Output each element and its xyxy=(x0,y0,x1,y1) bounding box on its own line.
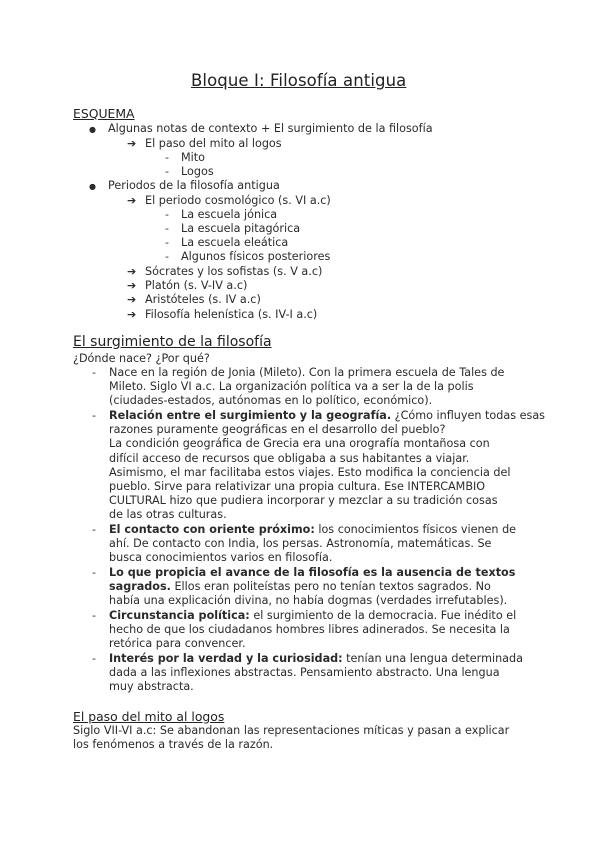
outline-item: Sócrates y los sofistas (s. V a.c) xyxy=(145,265,323,278)
text-line: Asimismo, el mar facilitaba estos viajes. Esto modifica la conciencia del xyxy=(109,465,511,479)
text-line: muy abstracta. xyxy=(109,680,194,694)
outline-item: Platón (s. V-IV a.c) xyxy=(145,279,248,292)
outline-item: Algunas notas de contexto + El surgimiento de la filosofía xyxy=(108,122,433,135)
text-line: La condición geográfica de Grecia era una orografía montañosa con xyxy=(109,437,490,451)
esquema-heading: ESQUEMA xyxy=(73,106,135,121)
dash-icon: - xyxy=(165,250,169,263)
text-line: Mileto. Siglo VI a.c. La organización política va a ser la de la polis xyxy=(109,380,474,394)
text-line: pueblo. Sirve para relativizar una propia cultura. Ese INTERCAMBIO xyxy=(109,480,486,494)
text-line: había una explicación divina, no había dogmas (verdades irrefutables). xyxy=(109,594,508,608)
dash-icon: - xyxy=(165,236,169,249)
paragraph-jonia xyxy=(109,366,504,409)
text-line: dada a las inflexiones abstractas. Pensamiento abstracto. Una lengua xyxy=(109,666,500,680)
text-line: razones puramente geográficas en el desarrollo del pueblo? xyxy=(109,423,446,437)
outline-item: Logos xyxy=(181,165,214,178)
text-line: ¿Cómo influyen todas esas xyxy=(391,409,546,422)
bold-text: Lo que propicia el avance de la filosofía es la ausencia de textos xyxy=(109,566,516,579)
text-line: retórica para convencer. xyxy=(109,637,246,651)
outline-item: El paso del mito al logos xyxy=(145,137,282,150)
paragraph-mito-logos xyxy=(73,724,509,752)
bold-text: Circunstancia política: xyxy=(109,609,250,622)
outline-item: La escuela eleática xyxy=(181,236,289,249)
dash-icon: - xyxy=(92,366,96,379)
arrow-icon: ➔ xyxy=(127,194,137,207)
arrow-icon: ➔ xyxy=(127,265,137,278)
outline-item: Filosofía helenística (s. IV-I a.c) xyxy=(145,308,318,321)
bold-text: Relación entre el surgimiento y la geografía. xyxy=(109,409,392,422)
outline-item: La escuela pitagórica xyxy=(181,222,301,235)
section-question: ¿Dónde nace? ¿Por qué? xyxy=(73,352,210,365)
dash-icon: - xyxy=(92,523,96,536)
paragraph-politica xyxy=(109,609,516,652)
bullet-icon: ● xyxy=(89,182,96,191)
paragraph-geografia xyxy=(109,409,545,523)
text-line: difícil acceso de recursos que obligaba a sus habitantes a viajar. xyxy=(109,451,470,465)
dash-icon: - xyxy=(92,566,96,579)
dash-icon: - xyxy=(92,609,96,622)
text-line: Ellos eran politeístas pero no tenían textos sagrados. No xyxy=(170,580,491,594)
paragraph-textos-sagrados xyxy=(109,566,515,609)
dash-icon: - xyxy=(92,652,96,665)
text-line: los conocimientos físicos vienen de xyxy=(314,523,517,536)
outline-item: La escuela jónica xyxy=(181,208,278,221)
text-line: tenían una lengua determinada xyxy=(342,652,523,665)
outline-item: Periodos de la filosofía antigua xyxy=(108,179,280,192)
bullet-icon: ● xyxy=(89,125,96,134)
arrow-icon: ➔ xyxy=(127,308,137,321)
arrow-icon: ➔ xyxy=(127,279,137,292)
bold-text: Interés por la verdad y la curiosidad: xyxy=(109,652,343,665)
section-heading-mito-logos: El paso del mito al logos xyxy=(73,709,225,724)
text-line: Nace en la región de Jonia (Mileto). Con la primera escuela de Tales de xyxy=(109,366,505,379)
dash-icon: - xyxy=(165,222,169,235)
dash-icon: - xyxy=(165,165,169,178)
dash-icon: - xyxy=(92,409,96,422)
arrow-icon: ➔ xyxy=(127,293,137,306)
text-line: ahí. De contacto con India, los persas. Astronomía, matemáticas. Se xyxy=(109,537,492,551)
text-line: los fenómenos a través de la razón. xyxy=(73,738,274,752)
bold-text: sagrados. xyxy=(109,580,171,594)
text-line: hecho de que los ciudadanos hombres libres adinerados. Se necesita la xyxy=(109,623,510,637)
bold-text: El contacto con oriente próximo: xyxy=(109,523,315,536)
dash-icon: - xyxy=(165,151,169,164)
text-line: de las otras culturas. xyxy=(109,508,227,522)
outline-item: Aristóteles (s. IV a.c) xyxy=(145,293,261,306)
page-title: Bloque I: Filosofía antigua xyxy=(191,71,407,90)
paragraph-oriente xyxy=(109,523,516,566)
text-line: busca conocimientos varios en filosofía. xyxy=(109,551,333,565)
section-heading-surgimiento: El surgimiento de la filosofía xyxy=(73,334,272,350)
text-line: (ciudades-estados, autónomas en lo político, económico). xyxy=(109,394,433,408)
arrow-icon: ➔ xyxy=(127,137,137,150)
text-line: el surgimiento de la democracia. Fue inédito el xyxy=(249,609,517,622)
text-line: CULTURAL hizo que pudiera incorporar y mezclar a su tradición cosas xyxy=(109,494,498,508)
outline-item: Algunos físicos posteriores xyxy=(181,250,331,263)
outline-item: El periodo cosmológico (s. VI a.c) xyxy=(145,194,331,207)
dash-icon: - xyxy=(165,208,169,221)
text-line: Siglo VII-VI a.c: Se abandonan las representaciones míticas y pasan a explicar xyxy=(73,724,510,737)
paragraph-curiosidad xyxy=(109,652,523,695)
outline-item: Mito xyxy=(181,151,205,164)
